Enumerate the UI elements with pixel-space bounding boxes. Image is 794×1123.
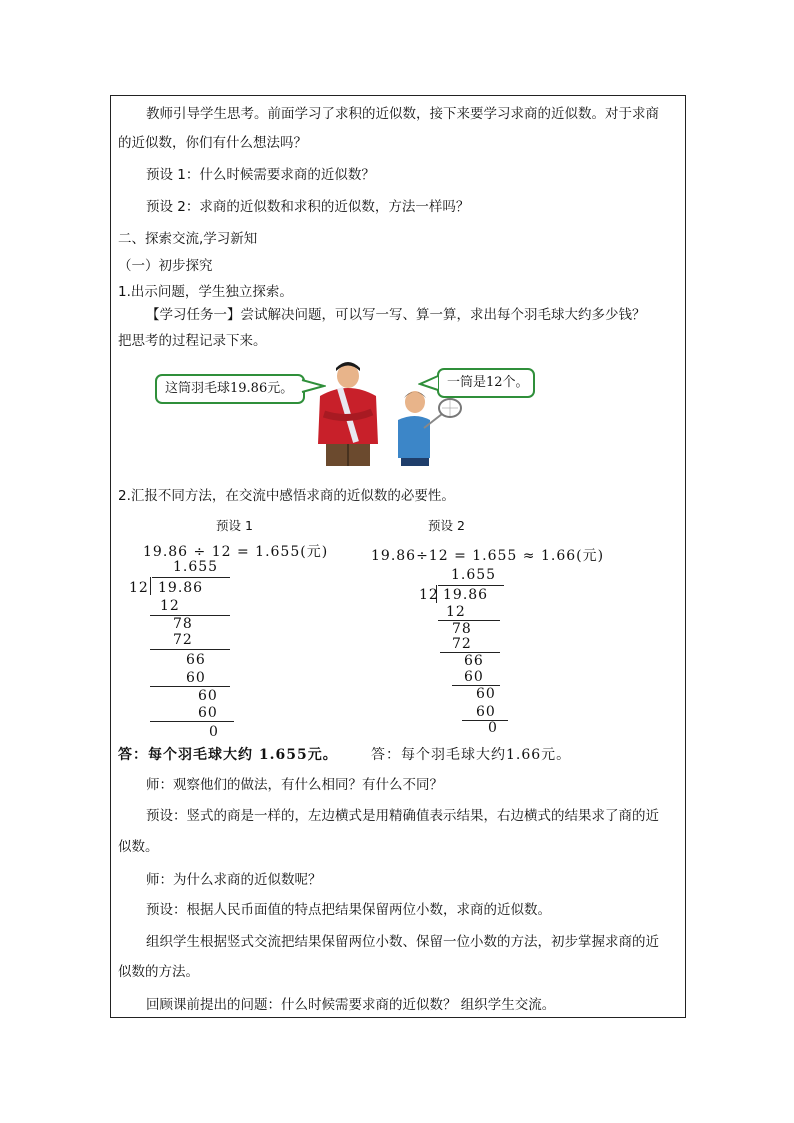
preset-1-division-bracket <box>150 577 151 595</box>
preset-2-equation: 19.86÷12 = 1.655 ≈ 1.66(元) <box>371 548 605 564</box>
section-heading-2: 二、探索交流,学习新知 <box>118 231 258 247</box>
preset-1-rule <box>150 686 230 687</box>
paragraph-intro-1: 教师引导学生思考。前面学习了求积的近似数，接下来要学习求商的近似数。对于求商 <box>146 106 659 122</box>
preset-1-answer: 答：每个羽毛球大约 1.655元。 <box>118 747 338 763</box>
preset-1-step: 0 <box>209 724 219 740</box>
preset-answer-2: 预设：根据人民币面值的特点把结果保留两位小数，求商的近似数。 <box>146 902 551 918</box>
preset-2-step: 72 <box>452 636 472 652</box>
preset-1-step: 60 <box>186 670 206 686</box>
preset-1-step: 66 <box>186 652 206 668</box>
preset-1-step: 12 <box>160 598 180 614</box>
preset-1-step: 60 <box>198 688 218 704</box>
subsection-heading-1: （一）初步探究 <box>118 258 213 274</box>
speech-bubble-boy: 一筒是12个。 <box>437 368 535 398</box>
preset-2-step: 60 <box>476 686 496 702</box>
paragraph-intro-2: 的近似数，你们有什么想法吗？ <box>118 135 307 151</box>
preset-2-rule <box>462 720 508 721</box>
step-1: 1.出示问题，学生独立探索。 <box>118 284 293 300</box>
preset-1-rule <box>150 721 234 722</box>
preset-answer-1-cont: 似数。 <box>118 839 159 855</box>
preset-2-dividend: 19.86 <box>443 587 489 603</box>
preset-1-step: 78 <box>173 616 193 632</box>
preset-2-answer: 答：每个羽毛球大约1.66元。 <box>371 747 572 763</box>
preset-2-step: 60 <box>476 704 496 720</box>
teacher-and-boy-illustration <box>312 362 472 468</box>
preset-1-quotient-bar <box>152 577 230 578</box>
preset-1-divisor: 12 <box>129 580 149 596</box>
preset-2-step: 12 <box>446 604 466 620</box>
preset-1-quotient: 1.655 <box>173 559 219 575</box>
preset-2-step: 78 <box>452 621 472 637</box>
preset-1-step: 60 <box>198 705 218 721</box>
learning-task-1: 【学习任务一】尝试解决问题，可以写一写、算一算，求出每个羽毛球大约多少钱？ <box>146 307 646 323</box>
boy-figure-icon <box>398 391 461 466</box>
preset-answer-1: 预设：竖式的商是一样的，左边横式是用精确值表示结果，右边横式的结果求了商的近 <box>146 808 659 824</box>
preset-1-rule <box>150 649 230 650</box>
step-2: 2.汇报不同方法，在交流中感悟求商的近似数的必要性。 <box>118 488 455 504</box>
teacher-question-1: 师：观察他们的做法，有什么相同？有什么不同？ <box>146 777 443 793</box>
speech-bubble-teacher: 这筒羽毛球19.86元。 <box>155 374 305 404</box>
paragraph-review: 回顾课前提出的问题：什么时候需要求商的近似数？ 组织学生交流。 <box>146 997 556 1013</box>
paragraph-method-cont: 似数的方法。 <box>118 964 199 980</box>
preset-1-caption: 预设 1 <box>216 518 253 533</box>
preset-1-step: 72 <box>173 632 193 648</box>
teacher-figure-icon <box>318 362 378 466</box>
preset-2-caption: 预设 2 <box>428 518 465 533</box>
preset-2-quotient-bar <box>438 585 504 586</box>
preset-1-equation: 19.86 ÷ 12 = 1.655(元) <box>143 544 329 560</box>
learning-task-1-cont: 把思考的过程记录下来。 <box>118 333 267 349</box>
preset-2-quotient: 1.655 <box>451 567 497 583</box>
preset-2-step: 0 <box>488 720 498 736</box>
preset-1-dividend: 19.86 <box>158 580 204 596</box>
paragraph-method: 组织学生根据竖式交流把结果保留两位小数、保留一位小数的方法，初步掌握求商的近 <box>146 934 659 950</box>
preset-2-step: 66 <box>464 653 484 669</box>
preset-question-2: 预设 2：求商的近似数和求积的近似数，方法一样吗？ <box>146 199 470 215</box>
preset-question-1: 预设 1：什么时候需要求商的近似数？ <box>146 167 375 183</box>
teacher-question-2: 师：为什么求商的近似数呢？ <box>146 872 322 888</box>
preset-2-divisor: 12 <box>419 587 439 603</box>
preset-2-step: 60 <box>464 669 484 685</box>
